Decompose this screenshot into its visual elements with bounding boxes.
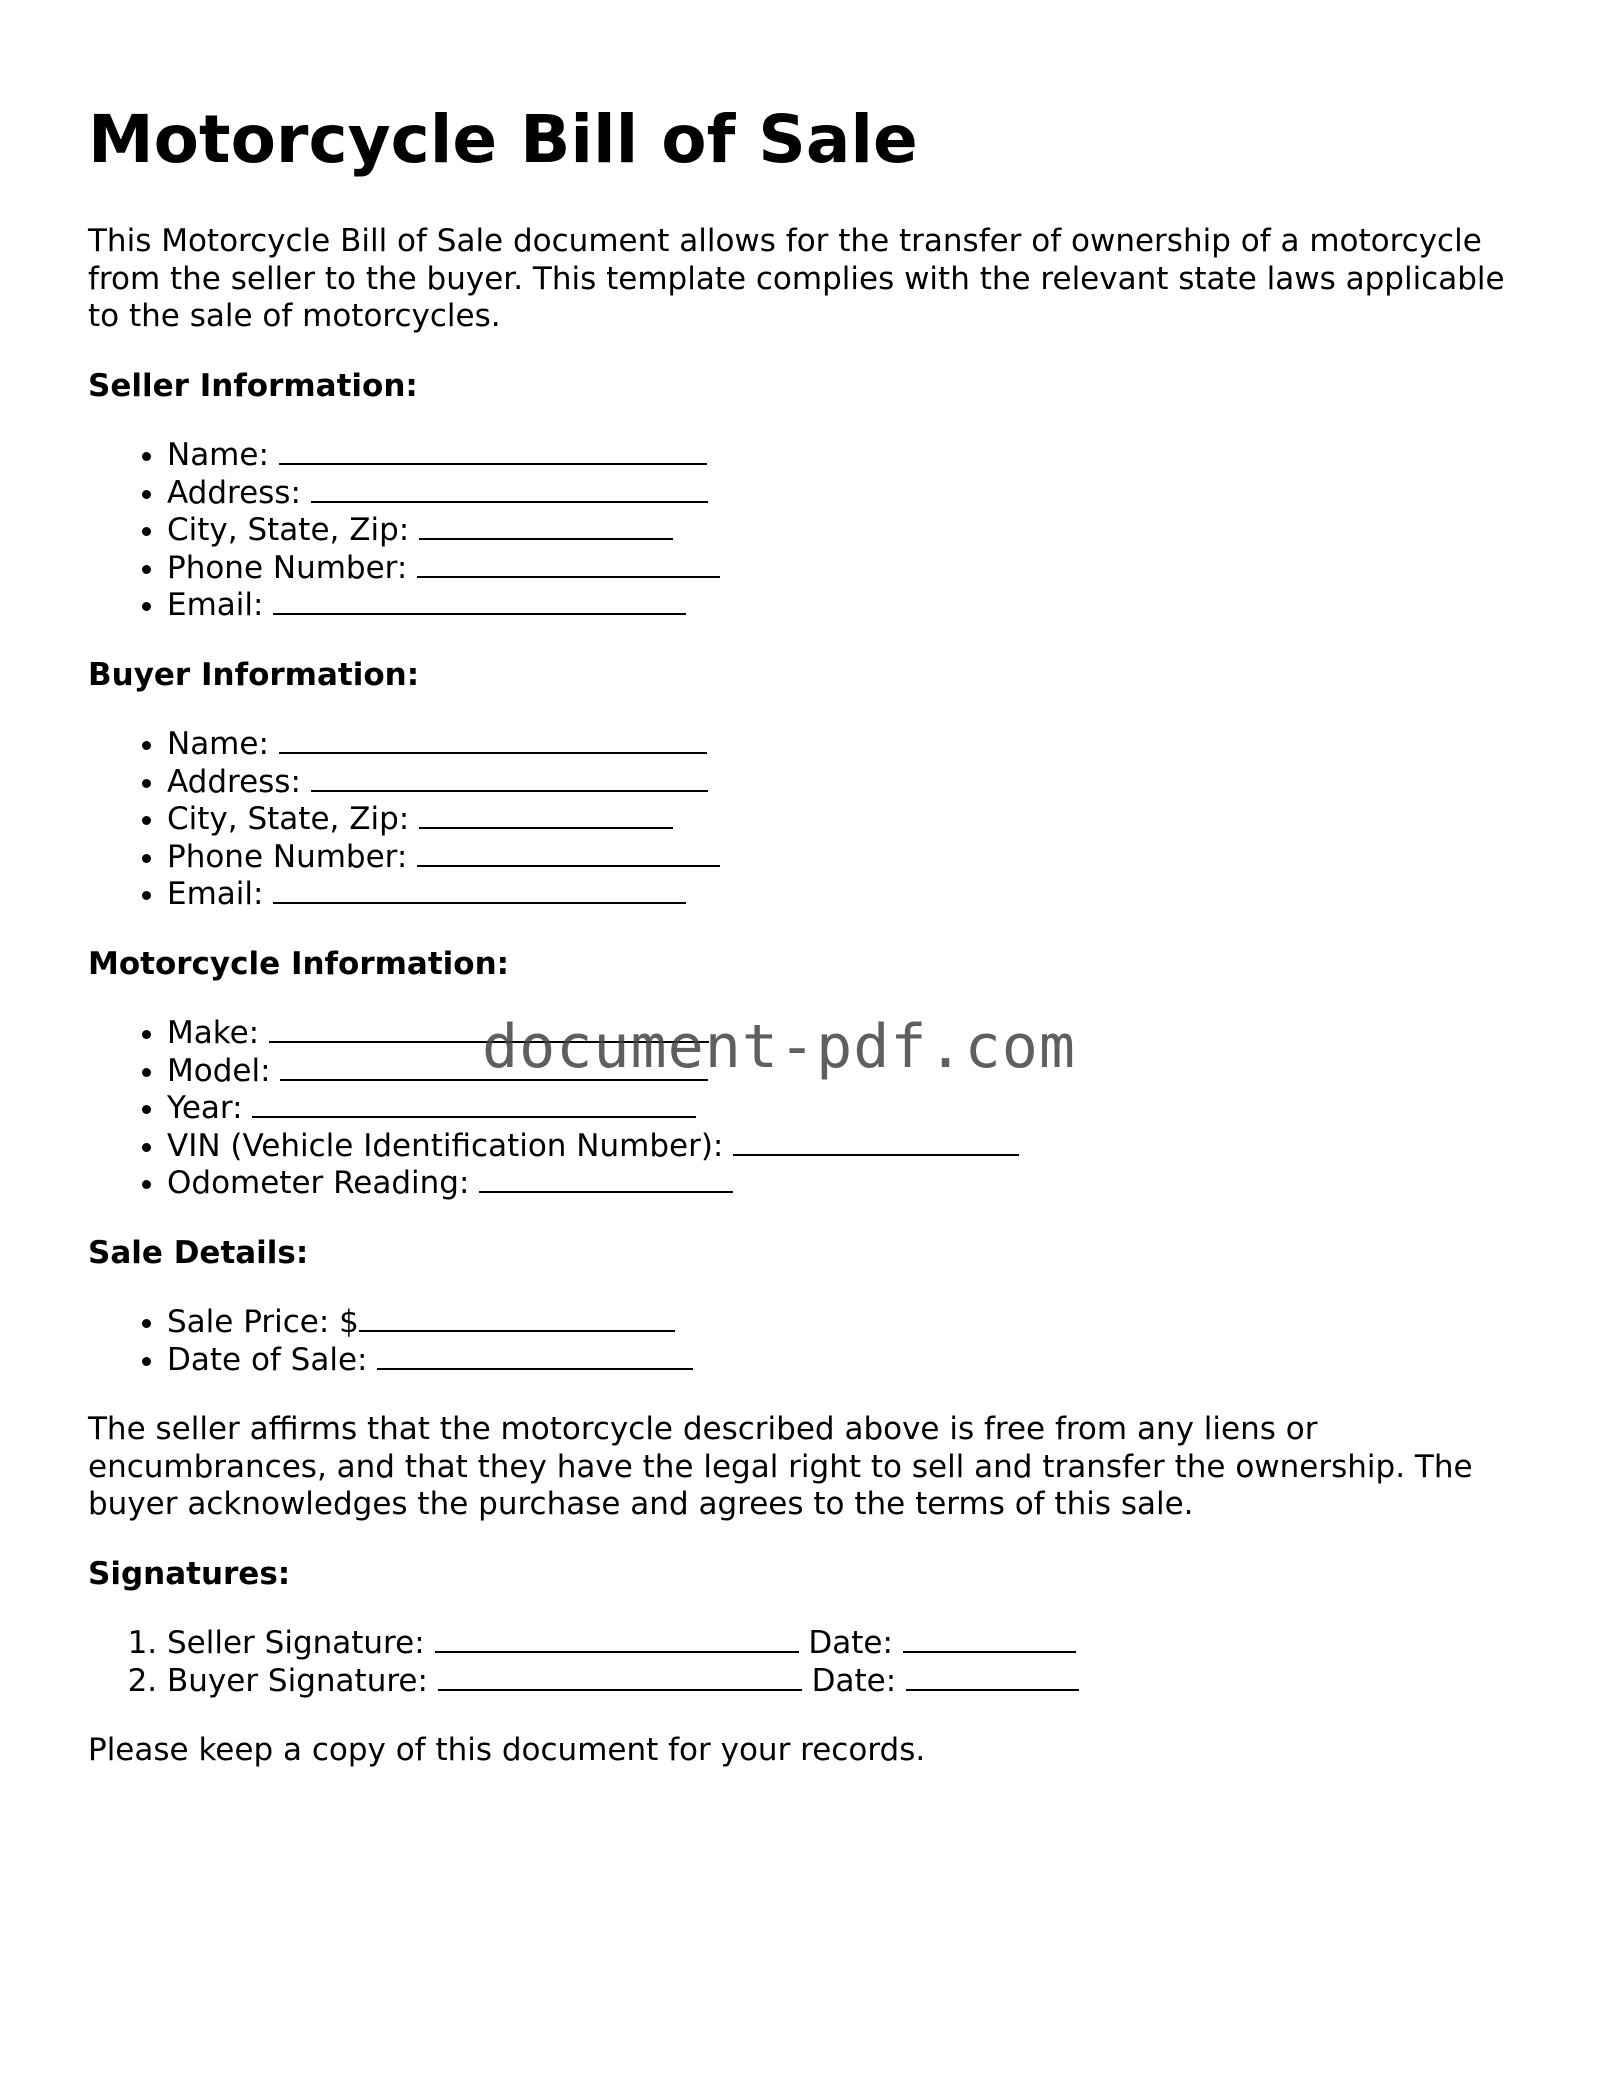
- field-label: Name:: [167, 726, 269, 763]
- seller-email-blank[interactable]: [273, 587, 686, 615]
- buyer-city-state-zip-item: [167, 801, 1528, 839]
- signature-list: [88, 1625, 1528, 1700]
- document-page: [88, 100, 1528, 1802]
- field-label: Phone Number:: [167, 838, 408, 875]
- seller-date-label: Date:: [808, 1625, 893, 1662]
- field-label: Model:: [167, 1052, 271, 1089]
- intro-paragraph: This Motorcycle Bill of Sale document allows for the transfer of ownership of a motorcycle from the seller to the buyer. This template complies with the relevant state laws applicable to the sale of motorcycles.: [88, 223, 1505, 335]
- motorcycle-odometer-blank[interactable]: [479, 1165, 733, 1193]
- buyer-signature-label: Buyer Signature:: [167, 1662, 428, 1699]
- buyer-address-item: [167, 764, 1528, 802]
- buyer-name-item: [167, 726, 1528, 764]
- field-label: Date of Sale:: [167, 1341, 368, 1378]
- field-label: Sale Price: $: [167, 1304, 359, 1341]
- sale-fields: [88, 1304, 1528, 1379]
- field-label: Make:: [167, 1015, 260, 1052]
- seller-name-blank[interactable]: [279, 437, 707, 465]
- buyer-name-blank[interactable]: [279, 726, 707, 754]
- field-label: Name:: [167, 437, 269, 474]
- buyer-city-state-zip-blank[interactable]: [419, 801, 673, 829]
- field-label: Email:: [167, 587, 264, 624]
- motorcycle-vin-item: [167, 1128, 1528, 1166]
- motorcycle-make-item: [167, 1015, 1528, 1053]
- seller-name-item: [167, 437, 1528, 475]
- seller-date-blank[interactable]: [903, 1625, 1076, 1653]
- motorcycle-year-blank[interactable]: [252, 1090, 696, 1118]
- sale-heading: Sale Details:: [88, 1234, 309, 1271]
- seller-signature-item: [167, 1625, 1528, 1663]
- buyer-address-blank[interactable]: [311, 764, 708, 792]
- document-title: Motorcycle Bill of Sale: [88, 101, 918, 178]
- buyer-email-blank[interactable]: [273, 876, 686, 904]
- buyer-signature-item: [167, 1663, 1528, 1701]
- buyer-date-blank[interactable]: [906, 1663, 1079, 1691]
- seller-signature-blank[interactable]: [435, 1625, 799, 1653]
- buyer-signature-blank[interactable]: [438, 1663, 802, 1691]
- motorcycle-make-blank[interactable]: [269, 1015, 709, 1043]
- seller-city-state-zip-blank[interactable]: [419, 512, 673, 540]
- motorcycle-year-item: [167, 1090, 1528, 1128]
- seller-phone-item: [167, 550, 1528, 588]
- sale-price-item: [167, 1304, 1528, 1342]
- field-label: City, State, Zip:: [167, 801, 410, 838]
- buyer-date-label: Date:: [811, 1662, 897, 1699]
- field-label: Phone Number:: [167, 549, 408, 586]
- seller-address-blank[interactable]: [311, 475, 708, 503]
- field-label: Odometer Reading:: [167, 1165, 470, 1202]
- seller-fields: [88, 437, 1528, 625]
- buyer-phone-item: [167, 839, 1528, 877]
- field-label: VIN (Vehicle Identification Number):: [167, 1127, 724, 1164]
- seller-signature-label: Seller Signature:: [167, 1625, 425, 1662]
- motorcycle-model-blank[interactable]: [280, 1053, 708, 1081]
- sale-date-blank[interactable]: [377, 1342, 693, 1370]
- field-label: Address:: [167, 474, 301, 511]
- affirmation-paragraph: The seller affirms that the motorcycle described above is free from any liens or encumbrances, and that they have the legal right to sell and transfer the ownership. The buyer acknowledges the purchase and agrees to the terms of this sale.: [88, 1411, 1473, 1523]
- motorcycle-vin-blank[interactable]: [733, 1128, 1019, 1156]
- signatures-heading: Signatures:: [88, 1555, 291, 1592]
- field-label: Address:: [167, 763, 301, 800]
- seller-heading: Seller Information:: [88, 367, 418, 404]
- sale-date-item: [167, 1342, 1528, 1380]
- sale-price-blank[interactable]: [359, 1304, 675, 1332]
- seller-address-item: [167, 475, 1528, 513]
- motorcycle-fields: [88, 1015, 1528, 1203]
- motorcycle-odometer-item: [167, 1165, 1528, 1203]
- field-label: Year:: [167, 1090, 243, 1127]
- buyer-heading: Buyer Information:: [88, 656, 420, 693]
- watermark-text: document-pdf.com: [482, 1012, 1076, 1082]
- motorcycle-model-item: [167, 1053, 1528, 1091]
- field-label: City, State, Zip:: [167, 512, 410, 549]
- seller-city-state-zip-item: [167, 512, 1528, 550]
- buyer-email-item: [167, 876, 1528, 914]
- buyer-phone-blank[interactable]: [417, 839, 720, 867]
- seller-email-item: [167, 587, 1528, 625]
- buyer-fields: [88, 726, 1528, 914]
- field-label: Email:: [167, 876, 264, 913]
- seller-phone-blank[interactable]: [417, 550, 720, 578]
- motorcycle-heading: Motorcycle Information:: [88, 945, 510, 982]
- closing-paragraph: Please keep a copy of this document for your records.: [88, 1732, 926, 1769]
